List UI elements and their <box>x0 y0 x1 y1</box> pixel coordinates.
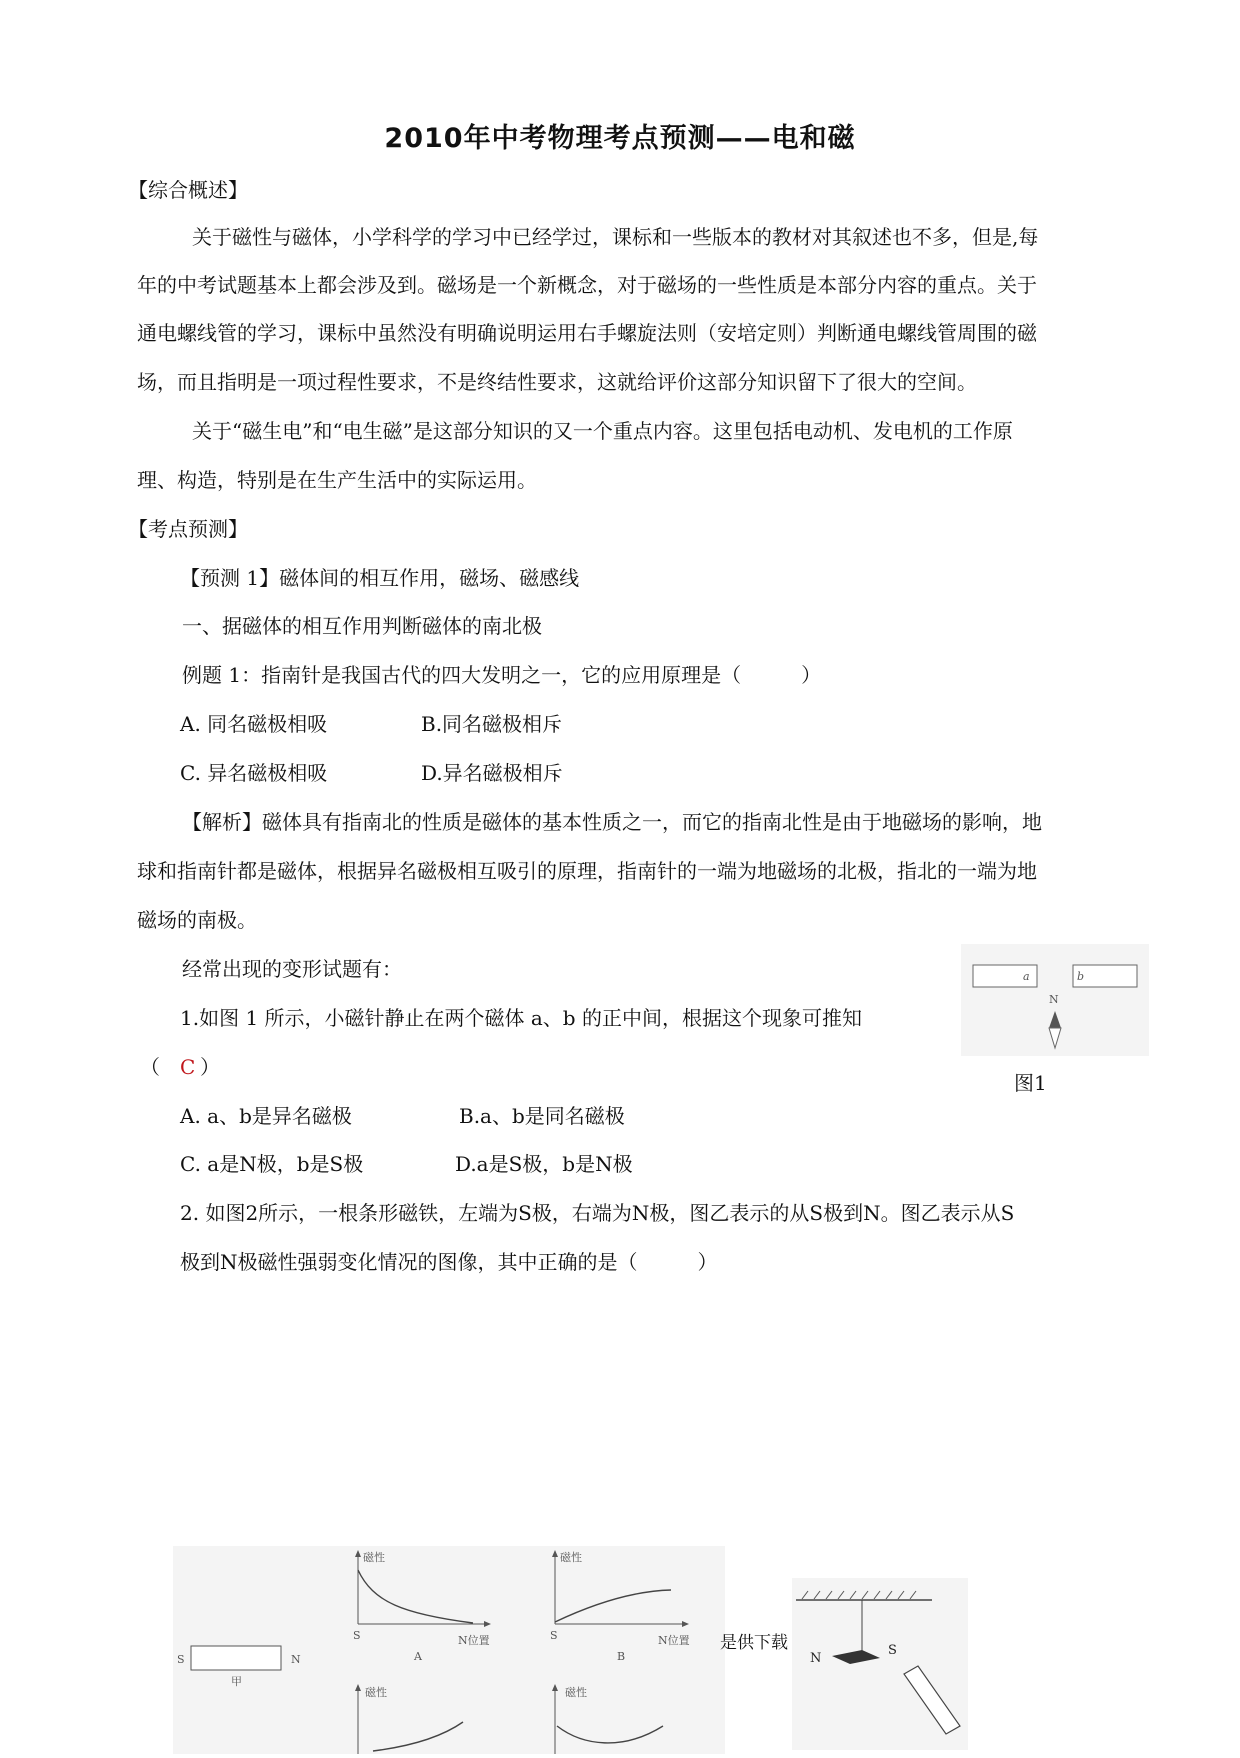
graph-b-curve <box>555 1590 671 1622</box>
needle-n-label: N <box>1049 993 1059 1006</box>
magnet-a-label: a <box>1023 970 1030 983</box>
question-1-option-b: B.a、b是同名磁极 <box>459 1104 625 1128</box>
question-1-answer-close: ） <box>200 1055 220 1079</box>
ceiling-hatching <box>802 1591 916 1599</box>
graph-c-curve <box>373 1722 463 1751</box>
graph-c-y-arrow <box>355 1684 361 1691</box>
forecast-heading: 【考点预测】 <box>128 517 248 541</box>
needle-s-label: S <box>888 1643 897 1658</box>
example-1-option-a: A. 同名磁极相吸 <box>180 712 328 736</box>
overview-p2-line1: 关于“磁生电”和“电生磁”是这部分知识的又一个重点内容。这里包括电动机、发电机的工作原 <box>192 419 1013 443</box>
figure-2 <box>173 1546 725 1754</box>
example-1-option-c: C. 异名磁极相吸 <box>180 761 328 785</box>
figure-3-drawing <box>792 1578 968 1750</box>
question-1-answer-open: （ <box>140 1055 160 1079</box>
variants-intro: 经常出现的变形试题有： <box>182 957 402 981</box>
graph-d-curve <box>557 1726 663 1743</box>
example-1-question: 例题 1：指南针是我国古代的四大发明之一，它的应用原理是（ ） <box>182 663 822 687</box>
question-2-line1: 2. 如图2所示，一根条形磁铁，左端为S极，右端为N极，图乙表示的从S极到N。图乙表示从S <box>180 1201 1015 1225</box>
needle-n-label: N <box>810 1651 822 1666</box>
question-1-text: 1.如图 1 所示，小磁针静止在两个磁体 a、b 的正中间，根据这个现象可推知 <box>180 1006 862 1030</box>
overview-heading: 【综合概述】 <box>128 178 248 202</box>
figure-1 <box>961 944 1149 1056</box>
question-1-option-c: C. a是N极，b是S极 <box>180 1152 364 1176</box>
overview-p2-line2: 理、构造，特别是在生产生活中的实际运用。 <box>137 468 537 492</box>
overview-p1-line2: 年的中考试题基本上都会涉及到。磁场是一个新概念，对于磁场的一些性质是本部分内容的重点。关于 <box>137 273 1037 297</box>
overview-p1-line4: 场，而且指明是一项过程性要求，不是终结性要求，这就给评价这部分知识留下了很大的空间。 <box>137 370 977 394</box>
subsection-1-title: 一、据磁体的相互作用判断磁体的南北极 <box>182 614 542 638</box>
overview-p1-line1: 关于磁性与磁体，小学科学的学习中已经学过，课标和一些版本的教材对其叙述也不多，但是,每 <box>192 225 1039 249</box>
example-1-option-d: D.异名磁极相斥 <box>421 761 563 785</box>
graph-b-y-label: 磁性 <box>560 1551 582 1564</box>
bar-magnet <box>191 1646 281 1670</box>
compass-needle-south <box>1049 1028 1061 1048</box>
page-title: 2010年中考物理考点预测——电和磁 <box>384 123 856 154</box>
analysis-line3: 磁场的南极。 <box>137 908 257 932</box>
figure-1-caption: 图1 <box>1014 1071 1047 1095</box>
tilted-bar-magnet <box>904 1666 960 1734</box>
graph-c-y-label: 磁性 <box>365 1686 387 1699</box>
graph-a-x-arrow <box>484 1621 491 1627</box>
magnet-b-label: b <box>1077 970 1085 983</box>
magnet-n-label: N <box>291 1653 301 1666</box>
magnet-s-label: S <box>177 1653 185 1666</box>
overview-p1-line3: 通电螺线管的学习，课标中虽然没有明确说明运用右手螺旋法则（安培定则）判断通电螺线管周围的磁 <box>137 321 1037 345</box>
graph-a-caption: A <box>414 1650 422 1663</box>
graph-a-y-label: 磁性 <box>363 1551 385 1564</box>
example-1-option-b: B.同名磁极相斥 <box>421 712 563 736</box>
footer-fragment: 是供下载 <box>720 1633 788 1653</box>
graph-b-y-arrow <box>552 1550 558 1557</box>
question-2-line2: 极到N极磁性强弱变化情况的图像，其中正确的是（ ） <box>180 1250 718 1274</box>
graph-a-x-end: N位置 <box>458 1634 490 1647</box>
analysis-line2: 球和指南针都是磁体，根据异名磁极相互吸引的原理，指南针的一端为地磁场的北极，指北的一端为地 <box>137 859 1037 883</box>
question-1-answer: C <box>180 1055 196 1079</box>
graph-b-x-arrow <box>682 1621 689 1627</box>
question-1-option-d: D.a是S极，b是N极 <box>455 1152 633 1176</box>
magnet-caption: 甲 <box>231 1675 242 1688</box>
analysis-line1: 【解析】磁体具有指南北的性质是磁体的基本性质之一，而它的指南北性是由于地磁场的影响，地 <box>182 810 1042 834</box>
figure-1-drawing <box>961 944 1149 1056</box>
graph-b-caption: B <box>617 1650 626 1663</box>
compass-needle-north <box>1049 1011 1061 1028</box>
graph-b-x-end: N位置 <box>658 1634 690 1647</box>
graph-b-x-start: S <box>550 1629 558 1642</box>
figure-2-drawing <box>173 1546 725 1754</box>
graph-a-x-start: S <box>353 1629 361 1642</box>
question-1-option-a: A. a、b是异名磁极 <box>180 1104 352 1128</box>
figure-3 <box>792 1578 968 1750</box>
graph-d-y-label: 磁性 <box>565 1686 587 1699</box>
suspended-needle <box>832 1650 880 1664</box>
graph-d-y-arrow <box>552 1684 558 1691</box>
graph-a-curve <box>358 1570 473 1623</box>
forecast-1-title: 【预测 1】磁体间的相互作用，磁场、磁感线 <box>180 566 580 590</box>
graph-a-y-arrow <box>355 1550 361 1557</box>
